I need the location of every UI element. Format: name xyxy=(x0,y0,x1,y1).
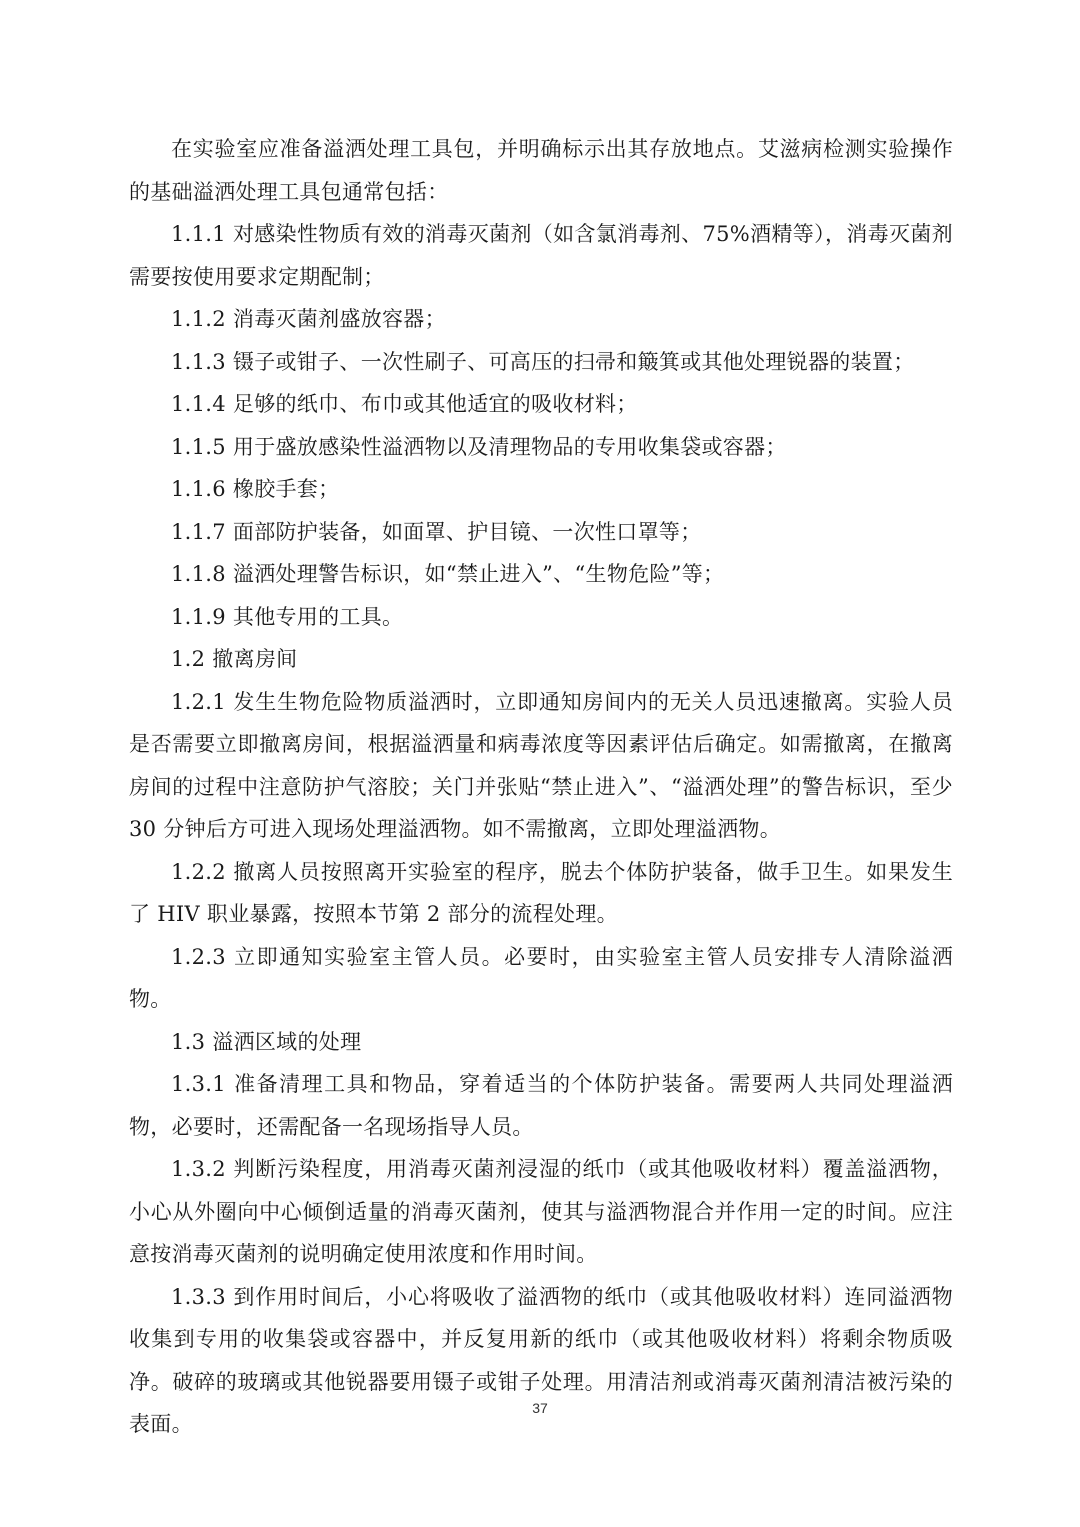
intro-paragraph: 在实验室应准备溢洒处理工具包，并明确标示出其存放地点。艾滋病检测实验操作的基础溢洒处理工具包通常包括： xyxy=(129,137,953,204)
section-heading-1-3: 1.3 溢洒区域的处理 xyxy=(171,1029,362,1054)
item-1-2-2: 1.2.2 撤离人员按照离开实验室的程序，脱去个体防护装备，做手卫生。如果发生了 HIV 职业暴露，按照本节第 2 部分的流程处理。 xyxy=(129,859,953,926)
item-1-3-3: 1.3.3 到作用时间后，小心将吸收了溢洒物的纸巾（或其他吸收材料）连同溢洒物收集到专用的收集袋或容器中，并反复用新的纸巾（或其他吸收材料）将剩余物质吸净。破碎的玻璃或其他锐器要用镊子或钳子处理。用清洁剂或消毒灭菌剂清洁被污染的表面。 xyxy=(129,1284,953,1436)
item-1-2-1: 1.2.1 发生生物危险物质溢洒时，立即通知房间内的无关人员迅速撤离。实验人员是否需要立即撤离房间，根据溢洒量和病毒浓度等因素评估后确定。如需撤离，在撤离房间的过程中注意防护气溶胶；关门并张贴“禁止进入”、“溢洒处理”的警告标识，至少 30 分钟后方可进入现场处理溢洒物。如不需撤离，立即处理溢洒物。 xyxy=(129,689,953,841)
item-1-2-3: 1.2.3 立即通知实验室主管人员。必要时，由实验室主管人员安排专人清除溢洒物。 xyxy=(129,944,953,1011)
item-1-1-2: 1.1.2 消毒灭菌剂盛放容器； xyxy=(171,307,446,331)
item-1-1-5: 1.1.5 用于盛放感染性溢洒物以及清理物品的专用收集袋或容器； xyxy=(171,434,787,459)
item-1-1-4: 1.1.4 足够的纸巾、布巾或其他适宜的吸收材料； xyxy=(171,392,638,416)
section-heading-1-2: 1.2 撤离房间 xyxy=(171,647,298,671)
item-1-1-7: 1.1.7 面部防护装备，如面罩、护目镜、一次性口罩等； xyxy=(171,519,702,544)
item-1-1-3: 1.1.3 镊子或钳子、一次性刷子、可高压的扫帚和簸箕或其他处理锐器的装置； xyxy=(171,349,915,374)
item-1-3-2: 1.3.2 判断污染程度，用消毒灭菌剂浸湿的纸巾（或其他吸收材料）覆盖溢洒物，小心从外圈向中心倾倒适量的消毒灭菌剂，使其与溢洒物混合并作用一定的时间。应注意按消毒灭菌剂的说明确定使用浓度和作用时间。 xyxy=(129,1157,953,1266)
item-1-1-6: 1.1.6 橡胶手套； xyxy=(171,477,340,501)
item-1-1-9: 1.1.9 其他专用的工具。 xyxy=(171,604,404,629)
item-1-3-1: 1.3.1 准备清理工具和物品，穿着适当的个体防护装备。需要两人共同处理溢洒物，必要时，还需配备一名现场指导人员。 xyxy=(129,1072,953,1139)
document-body xyxy=(129,128,953,1446)
item-1-1-1: 1.1.1 对感染性物质有效的消毒灭菌剂（如含氯消毒剂、75%酒精等），消毒灭菌剂需要按使用要求定期配制； xyxy=(129,222,953,289)
item-1-1-8: 1.1.8 溢洒处理警告标识，如“禁止进入”、“生物危险”等； xyxy=(171,562,725,586)
page-number: 37 xyxy=(532,1400,548,1416)
